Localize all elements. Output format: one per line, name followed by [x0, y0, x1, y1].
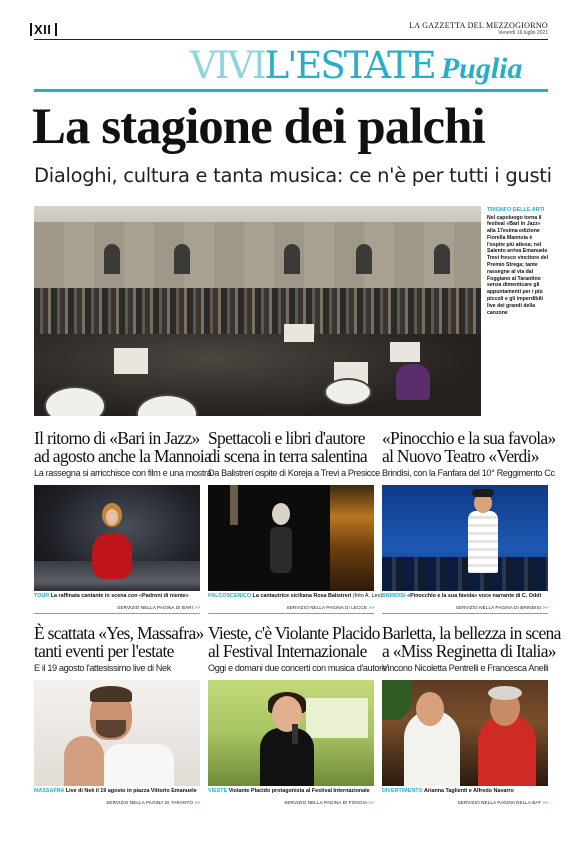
- story-headline-line: a «Miss Reginetta di Italia»: [382, 641, 556, 661]
- caption-text: Arianna Taglienti e Alfredo Navarro: [423, 788, 514, 794]
- masthead: [34, 22, 548, 40]
- story-headline: [34, 623, 204, 661]
- photo-caption: [208, 788, 374, 795]
- photo-face: [106, 509, 118, 525]
- caption-text: La cantautrice siciliana Rosa Balistreri: [252, 593, 352, 599]
- photo-band: [382, 557, 548, 591]
- issue-date: Venerdì 16 luglio 2021: [498, 30, 548, 36]
- photo-arch: [174, 244, 190, 274]
- story-photo-stage: [208, 485, 374, 591]
- story-headline-line: Il ritorno di «Bari in Jazz»: [34, 428, 200, 448]
- service-text: SERVIZIO NELLA PAGINA DI BRINDISI: [455, 605, 542, 610]
- photo-narrator: [468, 511, 498, 573]
- service-link[interactable]: [382, 605, 548, 610]
- photo-arch: [284, 244, 300, 274]
- photo-shirt: [104, 744, 174, 786]
- story-divider: [34, 613, 200, 614]
- caption-text: La raffinata cantante in scena con «Padroni di niente»: [50, 593, 189, 599]
- newspaper-name: [409, 21, 548, 36]
- caption-text: «Pinocchio e la sua favola» voce narrante di C. Oddi: [407, 593, 542, 599]
- story-headline-line: «Pinocchio e la sua favola»: [382, 428, 556, 448]
- service-text: SERVIZIO NELLA PAGINA DELLA BAT: [457, 800, 542, 805]
- photo-microphone: [292, 724, 298, 744]
- story-headline-line: Spettacoli e libri d'autore: [208, 428, 365, 448]
- story-headline: [208, 429, 374, 465]
- story-headline: [208, 623, 380, 661]
- story-deck: Oggi e domani due concerti con musica d'autore: [208, 663, 387, 673]
- story-headline: [382, 428, 556, 466]
- section-region: Puglia: [440, 52, 523, 85]
- page-number: XII: [34, 22, 52, 37]
- story-headline: [382, 623, 561, 661]
- main-caption-title: TRIONFO DELLE ARTI: [487, 207, 545, 213]
- service-arrow: >>: [194, 605, 200, 610]
- story-deck: Vincono Nicoletta Pentrelli e Francesca Anelli: [382, 663, 549, 673]
- story-divider: [208, 613, 374, 614]
- photo-music-stand: [284, 324, 314, 342]
- service-arrow: >>: [542, 605, 548, 610]
- main-photo-orchestra: [34, 206, 481, 416]
- service-text: SERVIZIO NELLA PAGINA DI BARI: [117, 605, 194, 610]
- photo-beard: [96, 720, 126, 738]
- service-link[interactable]: [382, 800, 548, 805]
- photo-plant: [382, 680, 412, 720]
- service-text: SERVIZIO NELLA PAGINA DI LECCE: [286, 605, 368, 610]
- story-vieste: [208, 623, 387, 805]
- photo-performer-head: [272, 503, 290, 525]
- story-headline-line: È scattata «Yes, Massafra»: [34, 623, 204, 643]
- photo-man-hair: [488, 686, 522, 700]
- story-headline-line: tanti eventi per l'estate: [34, 641, 174, 661]
- photo-lamp: [230, 485, 238, 525]
- photo-hair: [90, 686, 132, 702]
- photo-caption: [382, 593, 548, 600]
- main-photo-caption: [487, 207, 549, 316]
- service-arrow: >>: [368, 605, 374, 610]
- photo-red-dress: [92, 533, 132, 579]
- photo-caption: [34, 593, 200, 600]
- photo-festival-sign: [306, 698, 368, 738]
- photo-arch: [104, 244, 120, 274]
- photo-caption: [382, 788, 548, 795]
- photo-music-stand: [390, 342, 420, 362]
- caption-text: Violante Placido protagonista al Festival Internazionale: [228, 788, 370, 794]
- story-headline-line: Vieste, c'è Violante Placido: [208, 623, 380, 643]
- story-deck: E il 19 agosto l'attesissimo live di Nek: [34, 663, 171, 673]
- service-link[interactable]: [208, 605, 374, 610]
- newspaper-title: LA GAZZETTA DEL MEZZOGIORNO: [409, 21, 548, 30]
- main-caption-text: Nel capoluogo torna il festival «Bari in Jazz» alla 17esima edizione Fiorella Mannoia è l'ospite più attesa; nel Salento arriva Emanuele Trevi fresco vincitore del Premio Strega; tante rassegne al via dal Foggiano al Tarantino senza dimenticare gli appuntamenti per i più piccoli e gli imperdibili live dei grandi della canzone: [487, 214, 549, 316]
- story-deck: La rassegna si arricchisce con film e una mostra: [34, 468, 212, 478]
- photo-violinist: [396, 364, 430, 400]
- photo-caption: [208, 593, 383, 600]
- section-rule: [34, 89, 548, 92]
- caption-keyword: VIESTE: [208, 788, 228, 794]
- caption-credit: (foto A. Leo): [352, 593, 383, 599]
- service-link[interactable]: [208, 800, 374, 805]
- caption-keyword: MASSAFRA: [34, 788, 65, 794]
- story-deck: Brindisi, con la Fanfara del 10° Reggimento Cc: [382, 468, 555, 478]
- service-arrow: >>: [194, 800, 200, 805]
- story-headline: [34, 428, 212, 466]
- story-headline-line: al Festival Internazionale: [208, 641, 367, 661]
- caption-keyword: BRINDISI: [382, 593, 406, 599]
- story-headline-line: Barletta, la bellezza in scena: [382, 623, 561, 643]
- story-deck: Da Balistreri ospite di Koreja a Trevi a Presicce: [208, 468, 380, 478]
- service-arrow: >>: [542, 800, 548, 805]
- photo-dress: [260, 728, 314, 786]
- story-headline-line: ad agosto anche la Mannoia: [34, 446, 212, 466]
- service-link[interactable]: [34, 605, 200, 610]
- service-text: SERVIZIO NELLA PAGINA DI FOGGIA: [284, 800, 368, 805]
- section-title-estate: L'ESTATE: [264, 44, 435, 87]
- story-photo-nek: [34, 680, 200, 786]
- photo-arch: [434, 244, 450, 274]
- page-subhead: Dialoghi, cultura e tanta musica: ce n'è per tutti i gusti: [34, 164, 552, 187]
- story-salento: [208, 428, 383, 614]
- photo-caption: [34, 788, 200, 795]
- story-photo-miss: [382, 680, 548, 786]
- photo-castle-wall: [34, 222, 481, 298]
- photo-arch: [356, 244, 372, 274]
- service-link[interactable]: [34, 800, 200, 805]
- story-bari-jazz: [34, 428, 212, 614]
- section-title: [190, 44, 548, 90]
- story-photo-placido: [208, 680, 374, 786]
- photo-drum: [324, 378, 372, 406]
- story-divider: [382, 613, 548, 614]
- photo-music-stand: [114, 348, 148, 374]
- story-headline-line: di scena in terra salentina: [208, 446, 367, 466]
- caption-keyword: TOUR: [34, 593, 50, 599]
- story-headline-line: al Nuovo Teatro «Verdi»: [382, 446, 539, 466]
- page-headline: La stagione dei palchi: [32, 99, 485, 155]
- photo-arm: [64, 736, 104, 786]
- photo-performer: [270, 527, 292, 573]
- caption-keyword: PALCOSCENICO: [208, 593, 252, 599]
- service-arrow: >>: [368, 800, 374, 805]
- service-text: SERVIZIO NELLA PAGINA DI TARANTO: [106, 800, 194, 805]
- story-photo-theatre: [382, 485, 548, 591]
- photo-woman-face: [416, 692, 444, 726]
- caption-keyword: DIVERTIMENTO: [382, 788, 423, 794]
- story-pinocchio: [382, 428, 556, 614]
- story-photo-singer: [34, 485, 200, 591]
- caption-text: Live di Nek il 19 agosto in piazza Vittorio Emanuele: [65, 788, 197, 794]
- photo-hat: [472, 489, 494, 497]
- section-title-vivi: VIVI: [190, 44, 265, 87]
- story-barletta: [382, 623, 561, 805]
- story-massafra: [34, 623, 204, 805]
- photo-painted-panel: [330, 485, 374, 591]
- photo-audience: [34, 288, 481, 338]
